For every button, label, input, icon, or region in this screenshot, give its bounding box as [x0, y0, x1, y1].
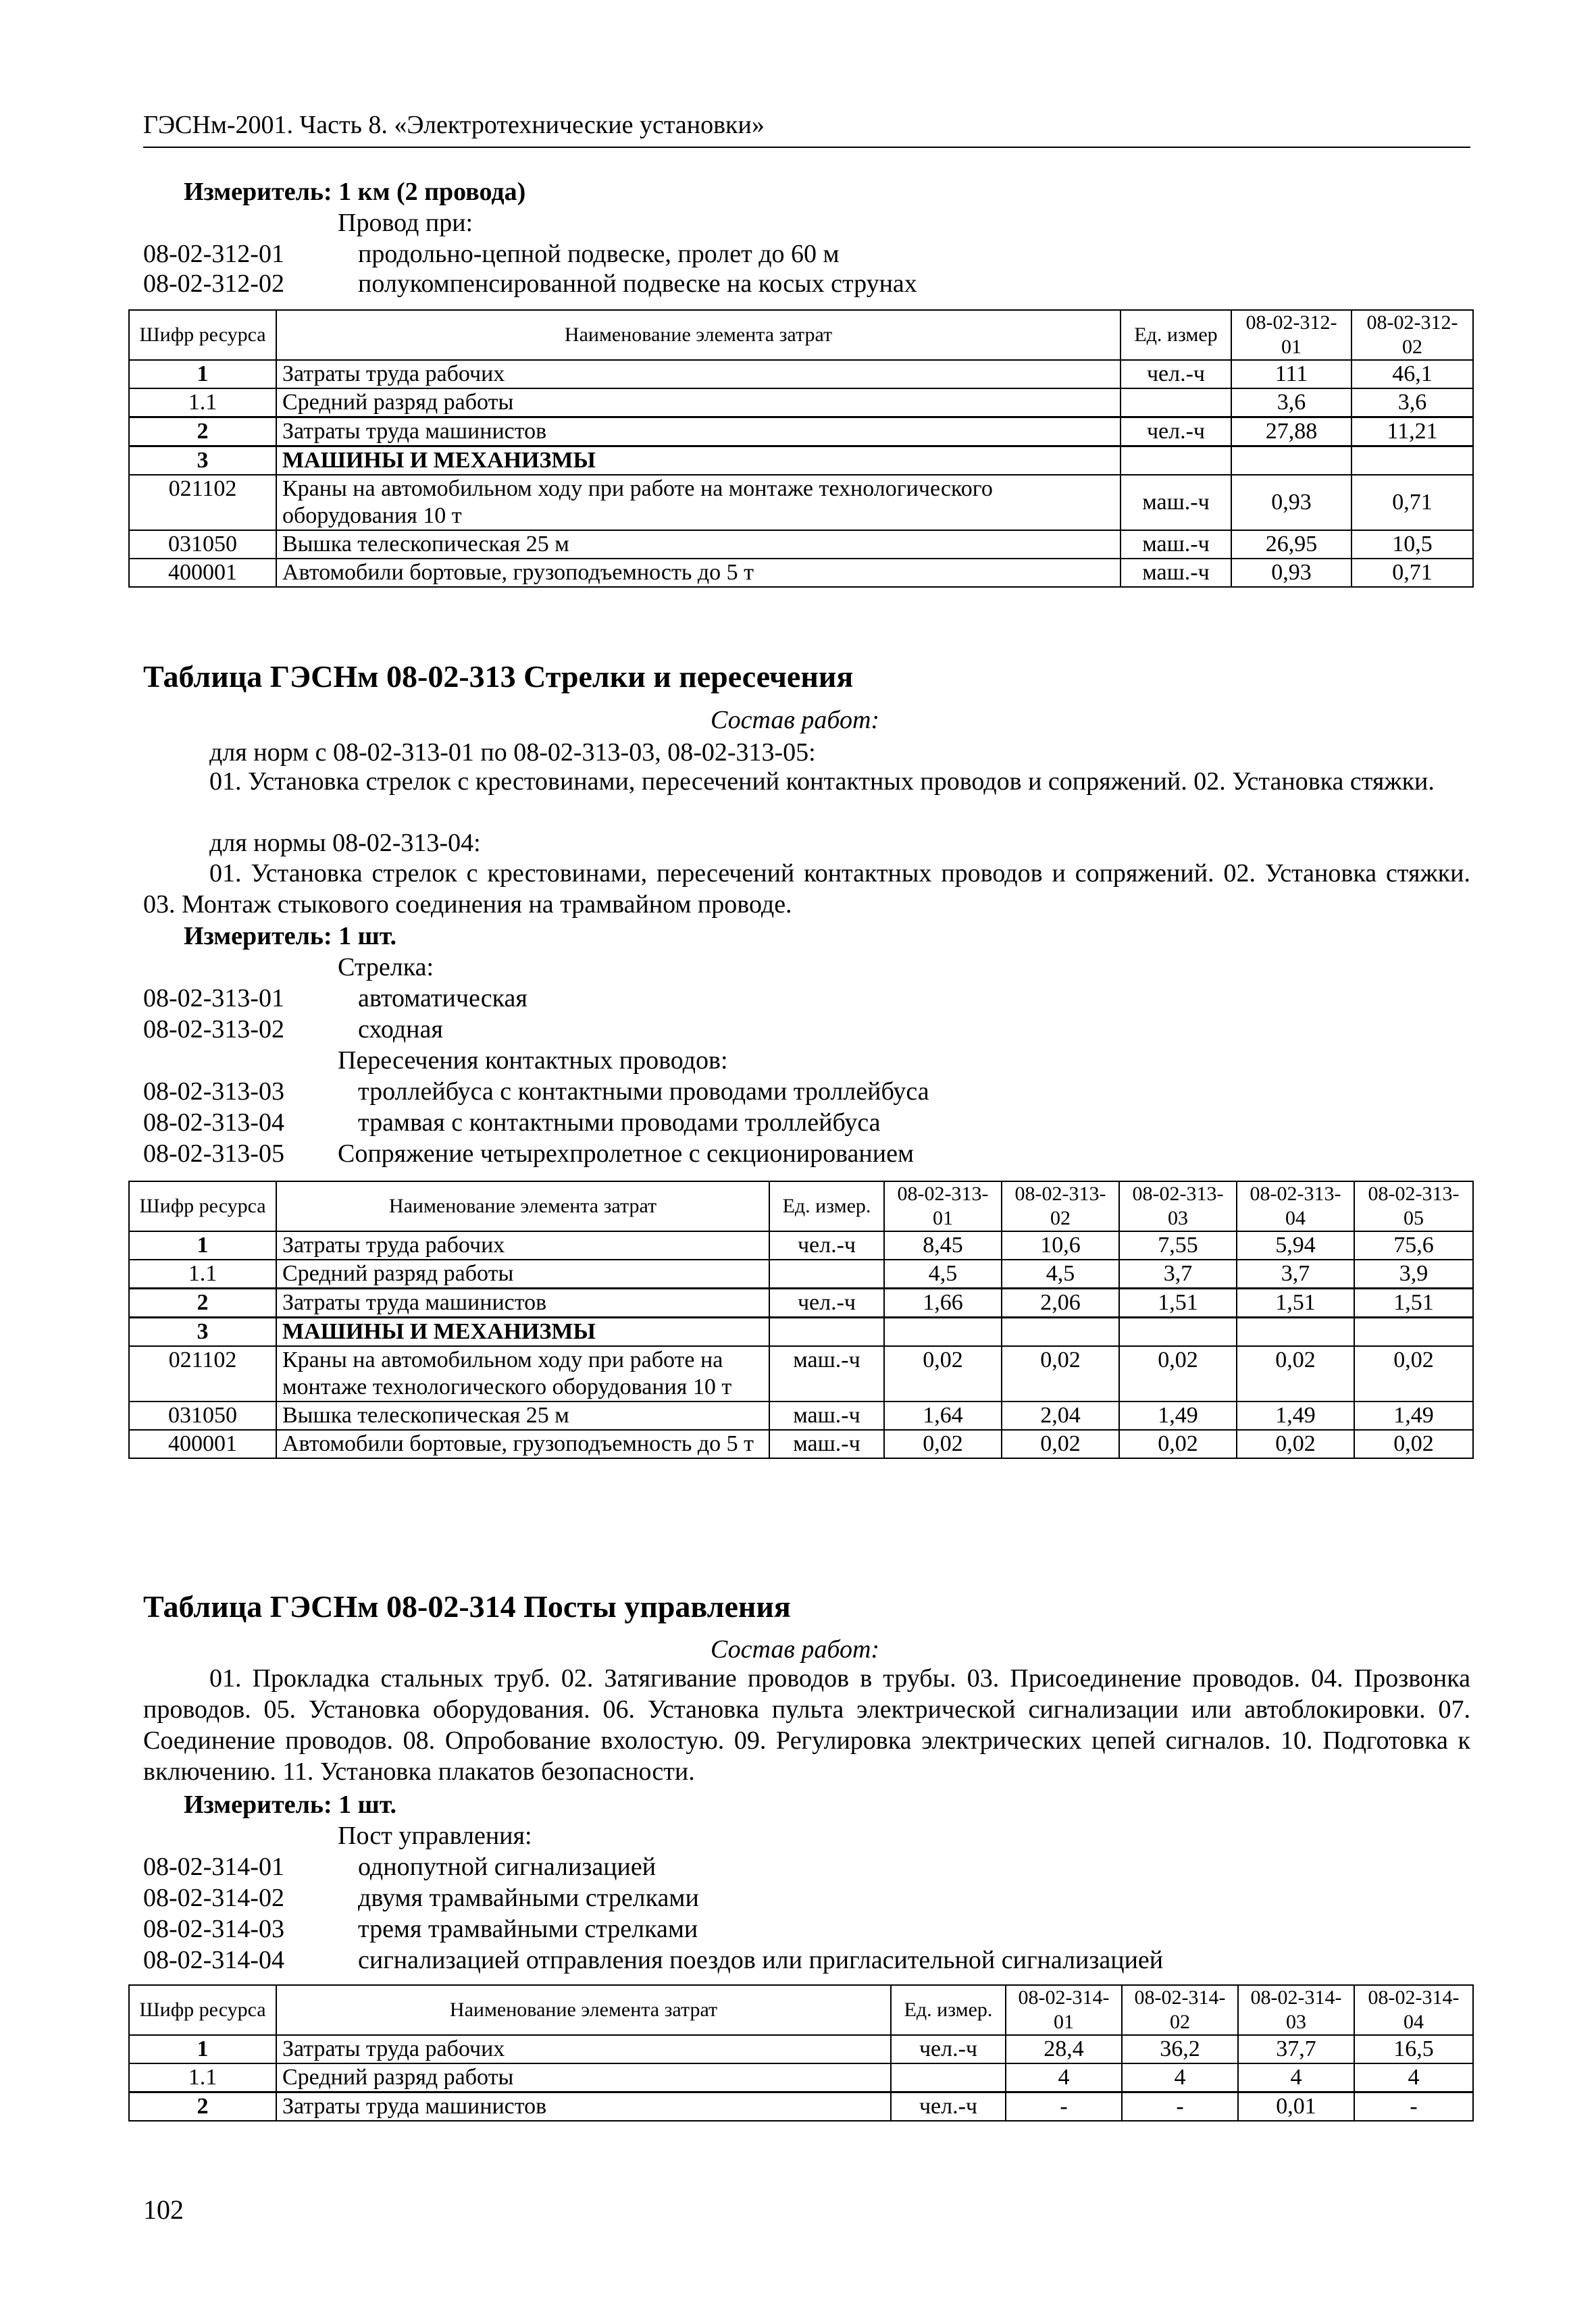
code-313-02-name: сходная [358, 1015, 443, 1044]
row-value: 0,02 [1119, 1430, 1237, 1458]
code-313-04-name: трамвая с контактными проводами троллейбуса [358, 1108, 881, 1137]
row-value: 0,02 [1237, 1430, 1354, 1458]
row-unit: маш.-ч [769, 1346, 884, 1402]
code-313-05: 08-02-313-05 [143, 1139, 284, 1168]
code-314-04: 08-02-314-04 [143, 1946, 284, 1974]
table-row [129, 1289, 1473, 1318]
row-value: 10,6 [1002, 1231, 1119, 1260]
table-row [129, 475, 1473, 530]
row-value: 0,93 [1231, 475, 1352, 530]
row-value: 0,02 [1354, 1430, 1473, 1458]
row-code: 1 [129, 1231, 276, 1260]
row-name: Средний разряд работы [276, 2063, 891, 2092]
table-row [129, 360, 1473, 388]
row-code: 400001 [129, 559, 276, 587]
header-col: 08-02-312-02 [1352, 310, 1473, 360]
row-name: Затраты труда машинистов [276, 2092, 891, 2122]
composition-note-2: для нормы 08-02-313-04: [209, 829, 481, 857]
code-313-01: 08-02-313-01 [143, 984, 284, 1012]
row-code: 400001 [129, 1430, 276, 1458]
row-code: 1 [129, 2035, 276, 2063]
header-name: Наименование элемента затрат [276, 1181, 769, 1231]
row-value: 0,93 [1231, 559, 1352, 587]
row-value: 111 [1231, 360, 1352, 388]
header-col: 08-02-314-04 [1354, 1985, 1473, 2035]
row-name: Затраты труда рабочих [276, 1231, 769, 1260]
table-title-313: Таблица ГЭСНм 08-02-313 Стрелки и пересечения [143, 659, 854, 694]
row-value: 0,02 [1002, 1346, 1119, 1402]
table-row [129, 2063, 1473, 2092]
row-code: 1 [129, 360, 276, 388]
row-code: 2 [129, 2092, 276, 2122]
table-row [129, 1430, 1473, 1458]
row-name: Затраты труда рабочих [276, 360, 1121, 388]
row-name: МАШИНЫ И МЕХАНИЗМЫ [276, 1318, 769, 1347]
row-value: 1,51 [1354, 1289, 1473, 1318]
code-314-03-name: тремя трамвайными стрелками [358, 1915, 698, 1943]
row-value: 0,71 [1352, 475, 1473, 530]
code-313-03-name: троллейбуса с контактными проводами троллейбуса [358, 1077, 929, 1106]
row-name: Вышка телескопическая 25 м [276, 1402, 769, 1430]
row-value: 1,51 [1119, 1289, 1237, 1318]
header-unit: Ед. измер. [891, 1985, 1006, 2035]
row-value: 3,6 [1352, 388, 1473, 417]
header-unit: Ед. измер. [769, 1181, 884, 1231]
norm-table-314 [128, 1984, 1474, 2122]
table-row [129, 1402, 1473, 1430]
code-314-02-name: двумя трамвайными стрелками [358, 1884, 699, 1912]
row-unit: чел.-ч [891, 2035, 1006, 2063]
row-value: 4 [1354, 2063, 1473, 2092]
meter-314: Измеритель: 1 шт. [184, 1791, 397, 1819]
row-value [1231, 446, 1352, 475]
row-value: 1,49 [1237, 1402, 1354, 1430]
row-name: МАШИНЫ И МЕХАНИЗМЫ [276, 446, 1121, 475]
row-code: 1.1 [129, 2063, 276, 2092]
row-value: 3,7 [1237, 1260, 1354, 1289]
row-value [1354, 1318, 1473, 1347]
code-312-02: 08-02-312-02 [143, 269, 284, 298]
row-value: 37,7 [1238, 2035, 1354, 2063]
code-314-04-name: сигнализацией отправления поездов или пригласительной сигнализацией [358, 1946, 1164, 1974]
row-value: 0,02 [884, 1346, 1002, 1402]
row-value: 0,02 [1354, 1346, 1473, 1402]
meter-313: Измеритель: 1 шт. [184, 922, 397, 950]
running-header: ГЭСНм-2001. Часть 8. «Электротехнические установки» [143, 111, 765, 139]
table-row [129, 530, 1473, 559]
row-value: - [1122, 2092, 1238, 2122]
composition-text-2: 01. Установка стрелок с крестовинами, пересечений контактных проводов и сопряжений. 02. Установка стяжки. 03. Монтаж стыкового соединения на трамвайном проводе. [143, 859, 1470, 919]
page-number: 102 [143, 2194, 184, 2225]
header-divider [143, 147, 1470, 148]
row-unit: чел.-ч [769, 1231, 884, 1260]
group-313-2: Пересечения контактных проводов: [338, 1046, 728, 1075]
row-value: 0,01 [1238, 2092, 1354, 2122]
row-value: 4,5 [1002, 1260, 1119, 1289]
row-value: 36,2 [1122, 2035, 1238, 2063]
row-unit [769, 1260, 884, 1289]
row-unit [1121, 446, 1231, 475]
row-value [1352, 446, 1473, 475]
row-unit: чел.-ч [1121, 417, 1231, 446]
row-name: Вышка телескопическая 25 м [276, 530, 1121, 559]
row-unit [769, 1318, 884, 1347]
row-name: Затраты труда машинистов [276, 1289, 769, 1318]
meter-312: Измеритель: 1 км (2 провода) [184, 178, 526, 206]
row-code: 021102 [129, 475, 276, 530]
norm-table-313 [128, 1181, 1474, 1459]
header-code: Шифр ресурса [129, 1985, 276, 2035]
composition-text-1: 01. Установка стрелок с крестовинами, пересечений контактных проводов и сопряжений. 02. Установка стяжки. [209, 767, 1435, 796]
row-value: 1,64 [884, 1402, 1002, 1430]
row-value [1002, 1318, 1119, 1347]
composition-title-313: Состав работ: [711, 706, 880, 734]
row-value: 0,02 [1119, 1346, 1237, 1402]
norm-table-312 [128, 309, 1474, 588]
row-value: 1,49 [1119, 1402, 1237, 1430]
row-code: 2 [129, 1289, 276, 1318]
row-unit: маш.-ч [1121, 530, 1231, 559]
row-code: 031050 [129, 1402, 276, 1430]
row-value: 46,1 [1352, 360, 1473, 388]
row-value: 4 [1122, 2063, 1238, 2092]
row-value: - [1354, 2092, 1473, 2122]
row-value: 4 [1006, 2063, 1122, 2092]
header-col: 08-02-313-01 [884, 1181, 1002, 1231]
row-name: Краны на автомобильном ходу при работе на монтаже технологического оборудования 10 т [276, 475, 1121, 530]
header-col: 08-02-314-02 [1122, 1985, 1238, 2035]
header-col: 08-02-314-01 [1006, 1985, 1122, 2035]
header-name: Наименование элемента затрат [276, 1985, 891, 2035]
row-code: 031050 [129, 530, 276, 559]
code-312-01-name: продольно-цепной подвеске, пролет до 60 м [358, 240, 840, 268]
header-unit: Ед. измер [1121, 310, 1231, 360]
row-value: - [1006, 2092, 1122, 2122]
header-col: 08-02-312-01 [1231, 310, 1352, 360]
row-name: Краны на автомобильном ходу при работе на монтаже технологического оборудования 10 т [276, 1346, 769, 1402]
composition-text-314: 01. Прокладка стальных труб. 02. Затягивание проводов в трубы. 03. Присоединение проводов. 04. Прозвонка проводов. 05. Установка оборудования. 06. Установка пульта электрической сигнализации или автоблокировки. 07. Соединение проводов. 08. Опробование вхолостую. 09. Регулировка электрических цепей сигналов. 10. Подготовка к включению. 11. Установка плакатов безопасности. [143, 1664, 1470, 1786]
header-col: 08-02-313-02 [1002, 1181, 1119, 1231]
code-314-01: 08-02-314-01 [143, 1853, 284, 1881]
table-row [129, 388, 1473, 417]
header-col: 08-02-314-03 [1238, 1985, 1354, 2035]
row-unit: чел.-ч [1121, 360, 1231, 388]
row-name: Затраты труда машинистов [276, 417, 1121, 446]
table-row [129, 1318, 1473, 1347]
group-312: Провод при: [338, 209, 473, 237]
code-313-03: 08-02-313-03 [143, 1077, 284, 1106]
row-unit: маш.-ч [1121, 559, 1231, 587]
row-value: 1,66 [884, 1289, 1002, 1318]
row-value: 5,94 [1237, 1231, 1354, 1260]
row-unit: маш.-ч [1121, 475, 1231, 530]
row-value: 0,02 [1002, 1430, 1119, 1458]
code-313-04: 08-02-313-04 [143, 1108, 284, 1137]
code-313-05-name: Сопряжение четырехпролетное с секционированием [338, 1139, 914, 1168]
row-value: 1,49 [1354, 1402, 1473, 1430]
row-value: 4 [1238, 2063, 1354, 2092]
row-value: 1,51 [1237, 1289, 1354, 1318]
row-value: 4,5 [884, 1260, 1002, 1289]
row-code: 3 [129, 1318, 276, 1347]
header-col: 08-02-313-05 [1354, 1181, 1473, 1231]
row-value: 2,04 [1002, 1402, 1119, 1430]
row-name: Автомобили бортовые, грузоподъемность до 5 т [276, 559, 1121, 587]
table-row [129, 1346, 1473, 1402]
code-312-02-name: полукомпенсированной подвеске на косых струнах [358, 269, 917, 298]
row-name: Средний разряд работы [276, 1260, 769, 1289]
row-value: 3,9 [1354, 1260, 1473, 1289]
table-row [129, 559, 1473, 587]
row-value [884, 1318, 1002, 1347]
row-unit [891, 2063, 1006, 2092]
row-unit [1121, 388, 1231, 417]
row-value: 11,21 [1352, 417, 1473, 446]
group-314: Пост управления: [338, 1822, 532, 1850]
row-code: 1.1 [129, 388, 276, 417]
table-row [129, 1260, 1473, 1289]
row-name: Средний разряд работы [276, 388, 1121, 417]
table-row [129, 1231, 1473, 1260]
code-313-02: 08-02-313-02 [143, 1015, 284, 1044]
table-row [129, 417, 1473, 446]
row-code: 2 [129, 417, 276, 446]
row-value: 16,5 [1354, 2035, 1473, 2063]
row-unit: маш.-ч [769, 1402, 884, 1430]
code-314-01-name: однопутной сигнализацией [358, 1853, 657, 1881]
row-code: 3 [129, 446, 276, 475]
row-value: 75,6 [1354, 1231, 1473, 1260]
row-value: 3,7 [1119, 1260, 1237, 1289]
row-value: 0,02 [884, 1430, 1002, 1458]
code-312-01: 08-02-312-01 [143, 240, 284, 268]
composition-note-1: для норм с 08-02-313-01 по 08-02-313-03, 08-02-313-05: [209, 738, 816, 767]
header-code: Шифр ресурса [129, 310, 276, 360]
header-code: Шифр ресурса [129, 1181, 276, 1231]
row-code: 021102 [129, 1346, 276, 1402]
group-313-1: Стрелка: [338, 953, 434, 981]
table-row [129, 2092, 1473, 2122]
code-314-03: 08-02-314-03 [143, 1915, 284, 1943]
row-value: 8,45 [884, 1231, 1002, 1260]
table-row [129, 2035, 1473, 2063]
row-value: 10,5 [1352, 530, 1473, 559]
row-value: 0,02 [1237, 1346, 1354, 1402]
row-name: Автомобили бортовые, грузоподъемность до 5 т [276, 1430, 769, 1458]
row-value [1119, 1318, 1237, 1347]
row-value: 7,55 [1119, 1231, 1237, 1260]
row-unit: маш.-ч [769, 1430, 884, 1458]
header-name: Наименование элемента затрат [276, 310, 1121, 360]
row-value: 26,95 [1231, 530, 1352, 559]
row-code: 1.1 [129, 1260, 276, 1289]
row-unit: чел.-ч [769, 1289, 884, 1318]
row-value [1237, 1318, 1354, 1347]
row-value: 28,4 [1006, 2035, 1122, 2063]
row-value: 3,6 [1231, 388, 1352, 417]
composition-title-314: Состав работ: [711, 1635, 880, 1664]
table-title-314: Таблица ГЭСНм 08-02-314 Посты управления [143, 1589, 791, 1624]
code-313-01-name: автоматическая [358, 984, 527, 1012]
header-col: 08-02-313-04 [1237, 1181, 1354, 1231]
row-name: Затраты труда рабочих [276, 2035, 891, 2063]
row-value: 2,06 [1002, 1289, 1119, 1318]
row-unit: чел.-ч [891, 2092, 1006, 2122]
table-row [129, 446, 1473, 475]
code-314-02: 08-02-314-02 [143, 1884, 284, 1912]
header-col: 08-02-313-03 [1119, 1181, 1237, 1231]
row-value: 27,88 [1231, 417, 1352, 446]
row-value: 0,71 [1352, 559, 1473, 587]
